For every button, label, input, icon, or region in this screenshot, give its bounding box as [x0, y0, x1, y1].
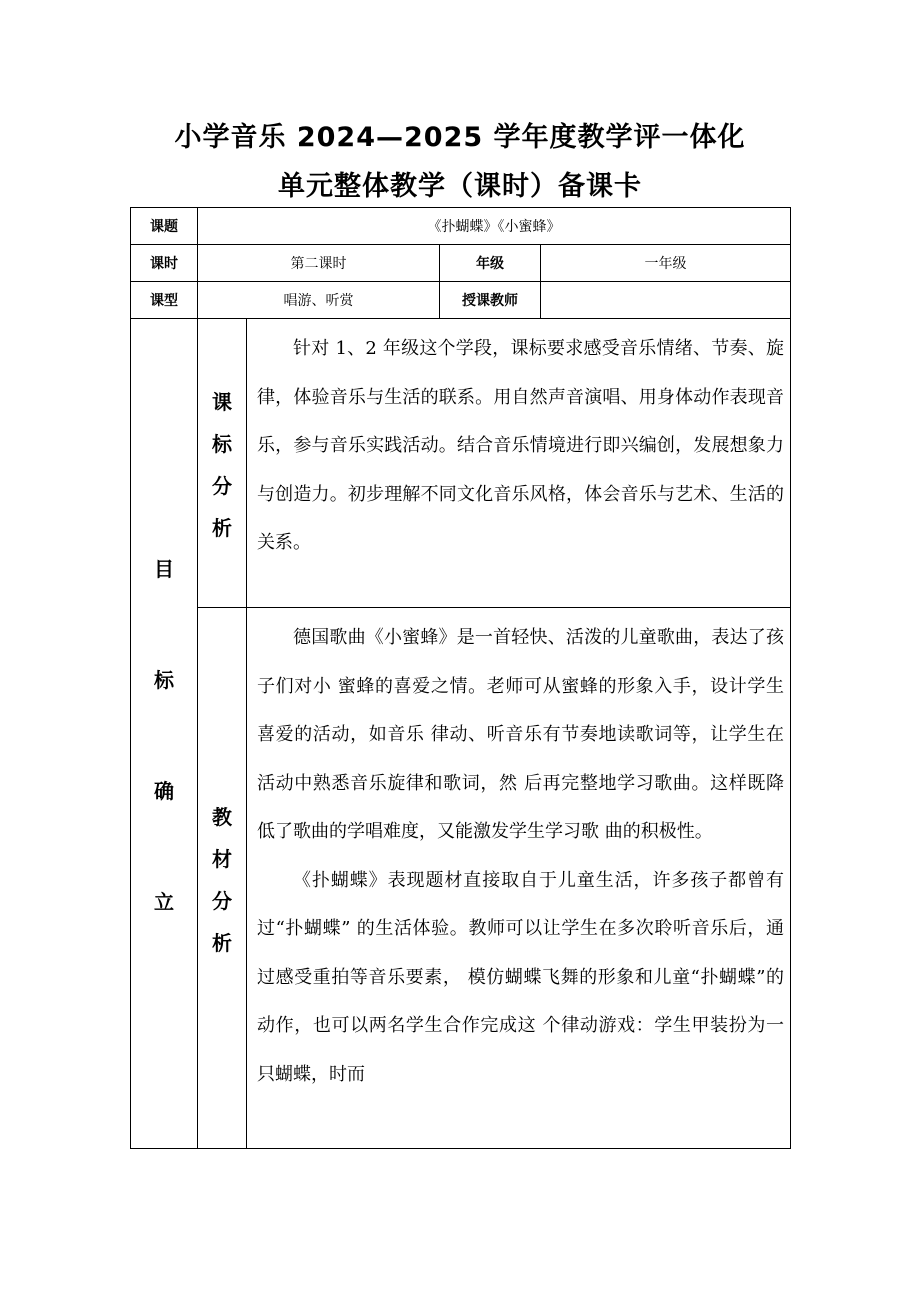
- curriculum-char: 标: [212, 431, 232, 456]
- goal-label-cell: [131, 319, 198, 1149]
- period-label: 课时: [131, 245, 198, 282]
- curriculum-char: 课: [212, 389, 232, 414]
- type-label: 课型: [131, 282, 198, 319]
- material-analysis: [247, 608, 791, 1149]
- material-text-1: 德国歌曲《小蜜蜂》是一首轻快、活泼的儿童歌曲，表达了孩子们对小 蜜蜂的喜爱之情。老师可从蜜蜂的形象入手，设计学生喜爱的活动，如音乐 律动、听音乐有节奏地读歌词等，让学生在活动中熟悉音乐旋律和歌词，然 后再完整地学习歌曲。这样既降低了歌曲的学唱难度，又能激发学生学习歌 曲的积极性。: [257, 627, 784, 842]
- topic-value: 《扑蝴蝶》《小蜜蜂》: [198, 208, 791, 245]
- curriculum-row: [131, 319, 791, 608]
- material-label-cell: [198, 608, 247, 1149]
- material-char: 分: [212, 888, 232, 913]
- teacher-label: 授课教师: [440, 282, 541, 319]
- topic-label: 课题: [131, 208, 198, 245]
- goal-char: 确: [154, 778, 174, 803]
- material-row: [131, 608, 791, 1149]
- curriculum-analysis: [247, 319, 791, 608]
- period-row: [131, 245, 791, 282]
- lesson-plan-table: [130, 207, 791, 1149]
- goal-char: 标: [154, 667, 174, 692]
- curriculum-label-cell: [198, 319, 247, 608]
- material-char: 教: [212, 804, 232, 829]
- goal-char: 目: [154, 556, 174, 581]
- type-value: 唱游、听赏: [198, 282, 440, 319]
- type-row: [131, 282, 791, 319]
- grade-value: 一年级: [541, 245, 791, 282]
- curriculum-char: 分: [212, 473, 232, 498]
- grade-label: 年级: [440, 245, 541, 282]
- page-title-line2: 单元整体教学（课时）备课卡: [278, 171, 642, 202]
- material-char: 材: [212, 846, 232, 871]
- material-char: 析: [212, 930, 232, 955]
- material-text-2: 《扑蝴蝶》表现题材直接取自于儿童生活，许多孩子都曾有过“扑蝴蝶” 的生活体验。教师可以让学生在多次聆听音乐后，通过感受重拍等音乐要素， 模仿蝴蝶飞舞的形象和儿童“扑蝴蝶”的动作，也可以两名学生合作完成这 个律动游戏：学生甲装扮为一只蝴蝶，时而: [257, 869, 784, 1085]
- goal-char: 立: [154, 889, 174, 914]
- curriculum-text: 针对 1、2 年级这个学段，课标要求感受音乐情绪、节奏、旋律，体验音乐与生活的联系。用自然声音演唱、用身体动作表现音乐，参与音乐实践活动。结合音乐情境进行即兴编创，发展想象力与创造力。初步理解不同文化音乐风格，体会音乐与艺术、生活的关系。: [257, 338, 784, 553]
- page-title-line1: 小学音乐 2024—2025 学年度教学评一体化: [174, 122, 746, 153]
- teacher-value: [541, 282, 791, 319]
- curriculum-char: 析: [212, 515, 232, 540]
- period-value: 第二课时: [198, 245, 440, 282]
- topic-row: [131, 208, 791, 245]
